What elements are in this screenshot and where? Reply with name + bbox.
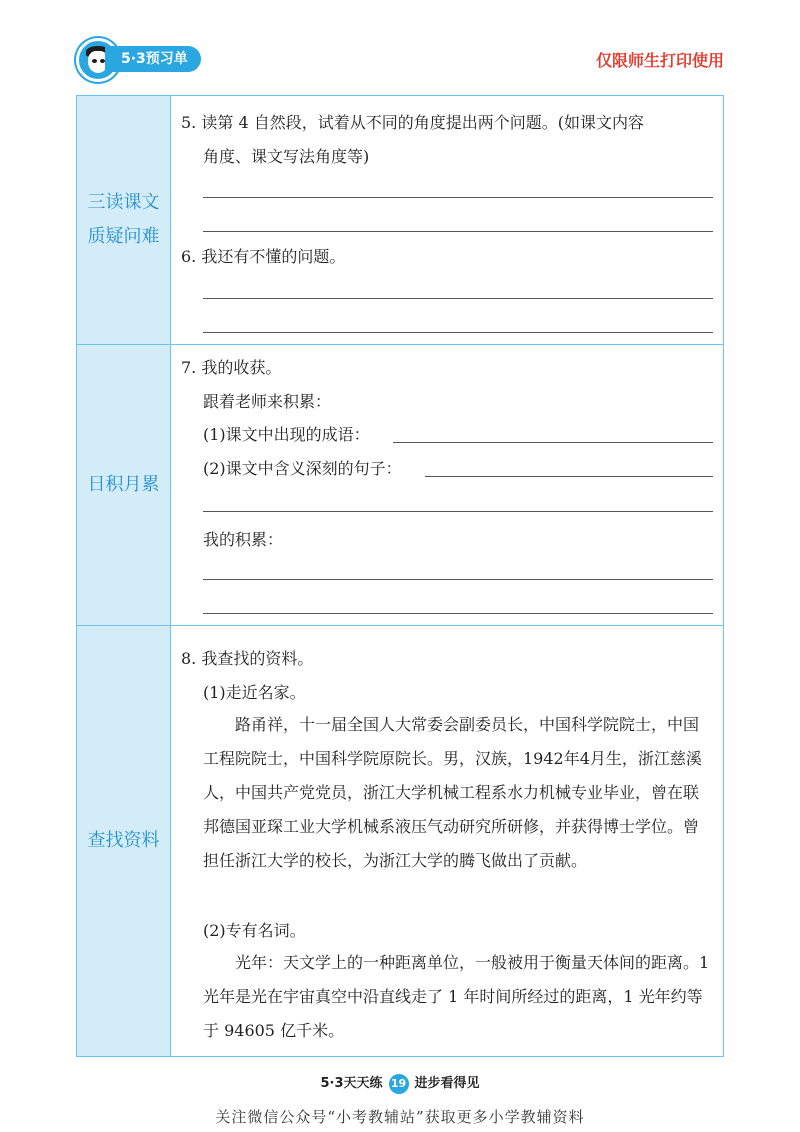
idioms-prompt: (1)课文中出现的成语： bbox=[203, 425, 370, 444]
answer-line[interactable] bbox=[203, 298, 713, 299]
question-8: 8. 我查找的资料。 bbox=[181, 649, 314, 668]
page-number: 19 bbox=[389, 1074, 409, 1094]
page-footer bbox=[0, 1072, 800, 1094]
term-paragraph: 光年：天文学上的一种距离单位，一般被用于衡量天体间的距离。1 光年是光在宇宙真空中沿直线走了 1 年时间所经过的距离，1 光年约等于 94605 亿千米。 bbox=[203, 953, 710, 1040]
answer-line[interactable] bbox=[203, 231, 713, 232]
answer-line[interactable] bbox=[203, 579, 713, 580]
question-6: 6. 我还有不懂的问题。 bbox=[181, 247, 346, 266]
section-label-line: 三读课文 bbox=[87, 192, 160, 213]
answer-line[interactable] bbox=[203, 197, 713, 198]
answer-line[interactable] bbox=[203, 332, 713, 333]
question-5-cont: 角度、课文写法角度等) bbox=[203, 147, 370, 166]
section-label-line: 查找资料 bbox=[87, 830, 160, 851]
answer-line[interactable] bbox=[203, 613, 713, 614]
answer-line[interactable] bbox=[393, 442, 713, 443]
my-accumulation: 我的积累： bbox=[203, 530, 284, 549]
answer-line[interactable] bbox=[203, 511, 713, 512]
follow-teacher: 跟着老师来积累： bbox=[203, 392, 332, 411]
question-7: 7. 我的收获。 bbox=[181, 358, 282, 377]
footer-left: 5·3天天练 bbox=[320, 1076, 383, 1091]
restriction-notice: 仅限师生打印使用 bbox=[595, 51, 724, 70]
section-label-line: 质疑问难 bbox=[87, 226, 160, 247]
section-label-line: 日积月累 bbox=[87, 474, 160, 495]
subheading-terms: (2)专有名词。 bbox=[203, 921, 306, 940]
series-label: 5·3预习单 bbox=[105, 46, 201, 72]
section-accumulation bbox=[77, 345, 723, 626]
sentences-prompt: (2)课文中含义深刻的句子： bbox=[203, 459, 402, 478]
section-label bbox=[77, 626, 171, 1056]
footer-right: 进步看得见 bbox=[414, 1076, 480, 1091]
watermark-text: 关注微信公众号“小考教辅站”获取更多小学教辅资料 bbox=[215, 1108, 585, 1126]
section-content bbox=[171, 626, 723, 1056]
worksheet-table bbox=[76, 95, 724, 1057]
section-research bbox=[77, 626, 723, 1056]
answer-line[interactable] bbox=[425, 476, 713, 477]
question-5: 5. 读第 4 自然段，试着从不同的角度提出两个问题。(如课文内容 bbox=[181, 113, 644, 132]
subheading-famous-person: (1)走近名家。 bbox=[203, 683, 306, 702]
section-content bbox=[171, 345, 723, 625]
section-label bbox=[77, 96, 171, 344]
section-label bbox=[77, 345, 171, 625]
section-content bbox=[171, 96, 723, 344]
section-question-reading bbox=[77, 96, 723, 345]
page-header bbox=[0, 0, 800, 80]
biography-paragraph: 路甬祥，十一届全国人大常委会副委员长，中国科学院院士，中国工程院院士，中国科学院原院长。男，汉族，1942年4月生，浙江慈溪人，中国共产党党员，浙江大学机械工程系水力机械专业毕业，曾在联邦德国亚琛工业大学机械系液压气动研究所研修，并获得博士学位。曾担任浙江大学的校长，为浙江大学的腾飞做出了贡献。 bbox=[203, 715, 702, 870]
